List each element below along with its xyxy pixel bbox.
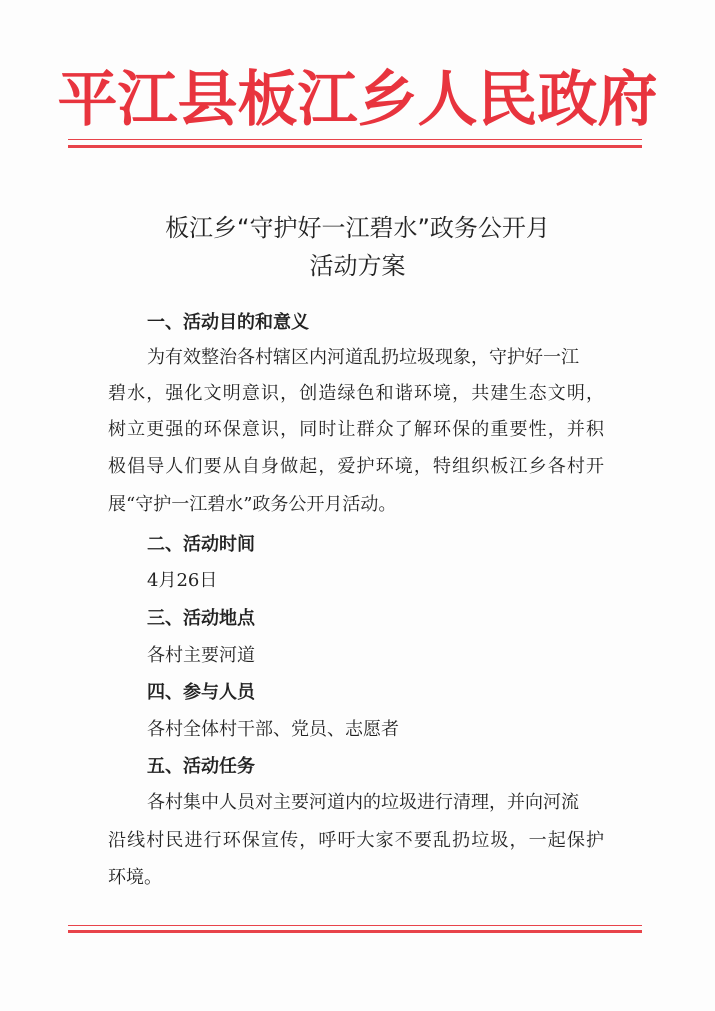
paragraph-line: 沿线村民进行环保宣传，呼吁大家不要乱扔垃圾，一起保护 — [108, 830, 604, 851]
activity-date: 4月26日 — [147, 570, 218, 591]
paragraph-line: 环境。 — [108, 867, 162, 888]
document-title-line1: 板江乡“守护好一江碧水”政务公开月 — [165, 214, 550, 242]
letterhead-thick-rule — [68, 145, 642, 148]
section-heading-location: 三、活动地点 — [147, 608, 255, 629]
org-letterhead-title: 平江县板江乡人民政府 — [57, 65, 658, 135]
paragraph-line: 各村集中人员对主要河道内的垃圾进行清理，并向河流 — [147, 792, 579, 813]
letterhead-thin-rule — [68, 139, 642, 140]
section-heading-participants: 四、参与人员 — [147, 682, 255, 703]
footer-thin-rule — [68, 925, 642, 926]
section-heading-tasks: 五、活动任务 — [147, 756, 255, 777]
footer-thick-rule — [68, 930, 642, 933]
paragraph-line: 展“守护一江碧水”政务公开月活动。 — [108, 494, 397, 515]
document-title-line2: 活动方案 — [309, 252, 406, 280]
section-heading-purpose: 一、活动目的和意义 — [147, 312, 309, 333]
paragraph-line: 碧水，强化文明意识，创造绿色和谐环境，共建生态文明， — [108, 383, 604, 404]
activity-location: 各村主要河道 — [147, 645, 255, 666]
section-heading-time: 二、活动时间 — [147, 534, 255, 555]
paragraph-line: 树立更强的环保意识，同时让群众了解环保的重要性，并积 — [108, 419, 604, 440]
participants-text: 各村全体村干部、党员、志愿者 — [147, 719, 399, 740]
paragraph-line: 极倡导人们要从自身做起，爱护环境，特组织板江乡各村开 — [108, 456, 604, 477]
paragraph-line: 为有效整治各村辖区内河道乱扔垃圾现象，守护好一江 — [147, 347, 579, 368]
